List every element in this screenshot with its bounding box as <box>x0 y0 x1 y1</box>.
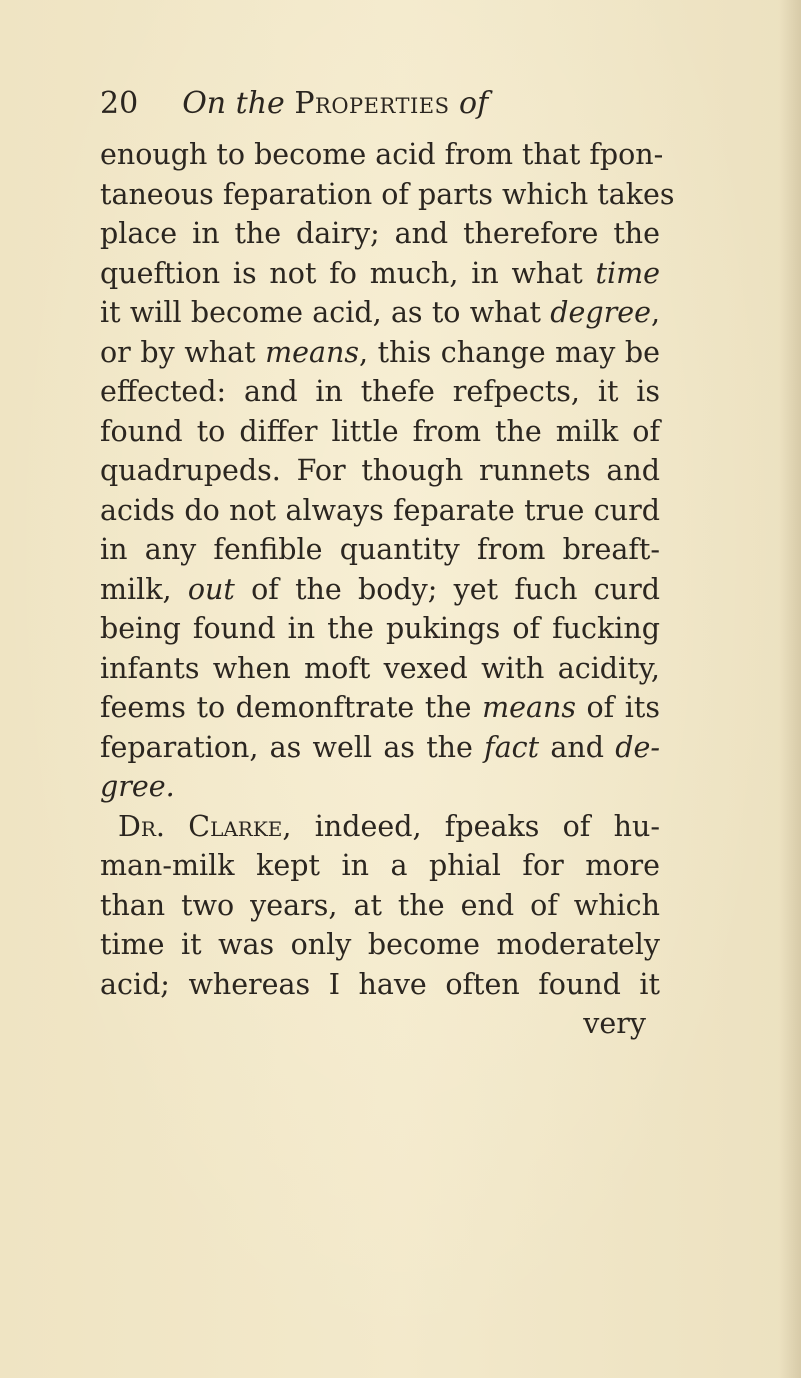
italic-word: means <box>265 335 359 369</box>
text-run: or by what <box>100 335 266 369</box>
text-run: infants when moft vexed with acidity, <box>100 651 660 685</box>
text-run: in any fenfible quantity from breaft- <box>100 533 660 566</box>
text-run: feems to demonftrate the <box>100 691 483 724</box>
italic-word: gree. <box>100 770 175 803</box>
text-line <box>100 333 660 373</box>
text-run: and <box>539 730 616 764</box>
text-line <box>100 728 660 768</box>
text-run: of its <box>575 691 660 724</box>
text-run: it will become acid, as to what <box>100 296 551 329</box>
text-line <box>100 135 664 175</box>
italic-word: degree <box>550 296 651 329</box>
text-run: time it was only become moderately <box>100 928 660 961</box>
text-run: man-milk kept in a phial for more <box>100 849 660 882</box>
text-run: very <box>583 1007 646 1040</box>
text-line <box>100 886 660 926</box>
text-run: quadrupeds. For though runnets and <box>100 454 660 487</box>
text-line <box>100 570 660 610</box>
text-run: acids do not always feparate true curd <box>100 493 660 527</box>
text-run: being found in the pukings of fucking <box>100 612 660 645</box>
text-run: taneous feparation of parts which takes <box>100 177 675 211</box>
text-line <box>100 767 660 807</box>
text-run: feparation, as well as the <box>100 730 485 764</box>
page-number: 20 <box>100 86 139 121</box>
text-line <box>100 688 660 728</box>
text-run: , indeed, fpeaks of hu- <box>282 809 660 843</box>
page-edge-shadow <box>779 0 801 1378</box>
text-line <box>100 965 660 1005</box>
body-text <box>100 135 675 1044</box>
text-line <box>100 214 660 254</box>
text-line <box>100 649 660 689</box>
italic-word: out <box>187 572 235 606</box>
italic-word: time <box>595 256 660 290</box>
italic-word: means <box>482 691 576 724</box>
italic-word: de- <box>615 730 660 764</box>
text-line <box>100 175 675 215</box>
running-header <box>100 84 660 124</box>
text-run: queftion is not fo much, in what <box>100 256 596 290</box>
text-line <box>100 807 660 847</box>
text-run: than two years, at the end of which <box>100 888 660 922</box>
text-line <box>100 1004 660 1044</box>
text-line <box>100 846 660 886</box>
text-run: , this change may be <box>359 335 660 369</box>
text-line <box>100 293 660 333</box>
text-run: acid; whereas I have often found it <box>100 967 660 1001</box>
text-run: place in the dairy; and therefore the <box>100 217 660 250</box>
text-run: effected: and in thefe refpects, it is <box>100 375 660 408</box>
text-line <box>100 530 660 570</box>
text-line <box>100 609 660 649</box>
small-caps-name: Dr. Clarke <box>118 809 283 843</box>
header-title-italic: On the <box>182 86 285 121</box>
text-line <box>100 372 660 412</box>
text-line <box>100 412 660 452</box>
text-line <box>100 451 660 491</box>
text-run: enough to become acid from that fpon- <box>100 138 664 171</box>
text-line <box>100 925 660 965</box>
header-title-caps: Properties <box>294 86 450 121</box>
text-run: found to differ little from the milk of <box>100 414 660 448</box>
text-line <box>100 491 660 531</box>
text-run: , <box>650 296 660 329</box>
text-run: milk, <box>100 572 188 606</box>
header-title-tail: of <box>459 86 489 121</box>
text-run: of the body; yet fuch curd <box>234 572 660 606</box>
text-line <box>100 254 660 294</box>
italic-word: fact <box>484 730 540 764</box>
